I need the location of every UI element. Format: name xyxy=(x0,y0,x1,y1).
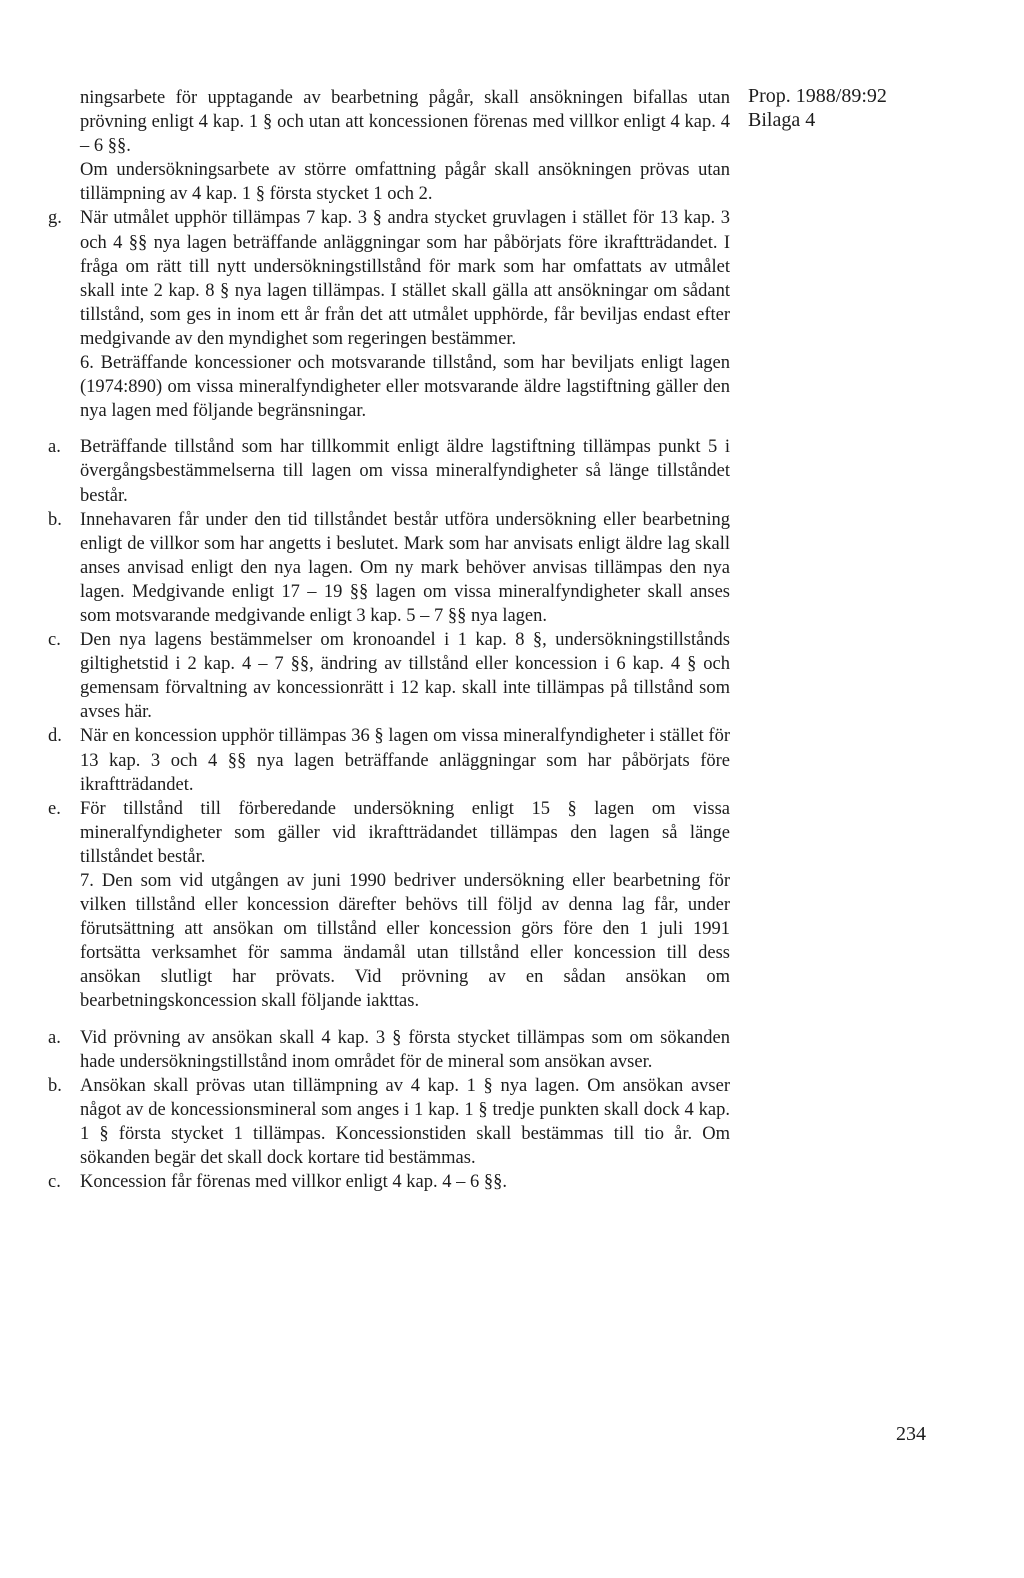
list-item-text: Koncession får förenas med villkor enligt 4 kap. 4 – 6 §§. xyxy=(80,1172,507,1193)
list-item-text: För tillstånd till förberedande undersökning enligt 15 § lagen om vissa mineralfyndigheter som gäller vid ikraftträdandet tillämpas den lagen så länge tillståndet består. xyxy=(80,798,730,867)
section-6-intro: 6. Beträffande koncessioner och motsvarande tillstånd, som har beviljats enligt lagen (1974:890) om vissa mineralfyndigheter eller motsvarande äldre lagstiftning gäller den nya lagen med följande begränsningar. xyxy=(80,353,730,422)
list-item-text: Beträffande tillstånd som har tillkommit enligt äldre lagstiftning tillämpas punkt 5 i övergångsbestämmelserna till lagen om vissa mineralfyndigheter så länge tillståndet består. xyxy=(80,437,730,506)
list-item-6b xyxy=(48,508,730,628)
list-item-text: Ansökan skall prövas utan tillämpning av 4 kap. 1 § nya lagen. Om ansökan avser något av de koncessionsmineral som anges i 1 kap. 1 § tredje punkten skall dock 4 kap. 1 § första stycket 1 tillämpas. Koncessionstiden skall bestämmas till tio år. Om sökanden begär det skall dock kortare tid bestämmas. xyxy=(80,1075,730,1169)
list-item-7b xyxy=(48,1074,730,1170)
list-item-text: Innehavaren får under den tid tillståndet består utföra undersökning eller bearbetning enligt de villkor som har angetts i beslutet. Mark som har anvisats enligt äldre lag skall anses anvisad enligt den nya lagen. Om ny mark behöver anvisas tillämpas den nya lagen. Medgivande enligt 17 – 19 §§ lagen om vissa mineralfyndigheter skall anses som motsvarande medgivande enligt 3 kap. 5 – 7 §§ nya lagen. xyxy=(80,509,730,626)
list-marker: b. xyxy=(48,509,62,530)
list-item-text: Vid prövning av ansökan skall 4 kap. 3 § första stycket tillämpas som om sökanden hade undersökningstillstånd inom området för de mineral som ansökan avser. xyxy=(80,1027,730,1072)
section-7-intro: 7. Den som vid utgången av juni 1990 bedriver undersökning eller bearbetning för vilken tillstånd eller koncession därefter behövs till följd av denna lag får, under förutsättning att ansökan om tillstånd eller koncession görs före den 1 juli 1991 fortsätta verksamhet för samma ändamål utan tillstånd eller koncession till dess ansökan slutligt har prövats. Vid prövning av en sådan ansökan om bearbetningskoncession skall följande iakttas. xyxy=(80,871,730,1012)
page-number: 234 xyxy=(896,1423,926,1445)
list-item-7a xyxy=(48,1026,730,1074)
list-marker: a. xyxy=(48,1027,61,1048)
list-item-text: När en koncession upphör tillämpas 36 § lagen om vissa mineralfyndigheter i stället för 13 kap. 3 och 4 §§ nya lagen beträffande anläggningar som har påbörjats före ikraftträdandet. xyxy=(80,726,730,795)
list-item-text: När utmålet upphör tillämpas 7 kap. 3 § andra stycket gruvlagen i stället för 13 kap. 3 och 4 §§ nya lagen beträffande anläggningar som har påbörjats före ikraftträdandet. I fråga om rätt till nytt undersökningstillstånd för mark som har omfattats av utmålet skall inte 2 kap. 8 § nya lagen tillämpas. I stället skall gälla att ansökningar om sådant tillstånd, som ges in inom ett år från det att utmålet upphörde, får beviljas endast efter medgivande av den myndighet som regeringen bestämmer. xyxy=(80,208,730,349)
list-marker: d. xyxy=(48,726,62,747)
list-item-6a xyxy=(48,435,730,507)
paragraph-continuation: ningsarbete för upptagande av bearbetning pågår, skall ansökningen bifallas utan prövning enligt 4 kap. 1 § och utan att koncessionen förenas med villkor enligt 4 kap. 4 – 6 §§. xyxy=(80,88,730,157)
page-header xyxy=(748,84,978,132)
list-marker: e. xyxy=(48,798,61,819)
appendix-label: Bilaga 4 xyxy=(748,109,816,131)
list-item-6e xyxy=(48,797,730,869)
list-marker: a. xyxy=(48,437,61,458)
paragraph-large-exploration: Om undersökningsarbete av större omfattning pågår skall ansökningen prövas utan tillämpning av 4 kap. 1 § första stycket 1 och 2. xyxy=(80,160,730,205)
body-text xyxy=(48,86,730,1194)
list-item-text: Den nya lagens bestämmelser om kronoandel i 1 kap. 8 §, undersökningstillstånds giltighetstid i 2 kap. 4 – 7 §§, ändring av tillstånd eller koncession i 6 kap. 4 § och gemensam förvaltning av koncessionrätt i 12 kap. skall inte tillämpas på tillstånd som avses här. xyxy=(80,630,730,723)
list-item-g xyxy=(48,206,730,351)
proposition-reference: Prop. 1988/89:92 xyxy=(748,85,887,107)
list-item-6c xyxy=(48,628,730,724)
list-item-7c xyxy=(48,1170,730,1194)
list-item-6d xyxy=(48,724,730,796)
list-marker: c. xyxy=(48,630,61,651)
list-marker: g. xyxy=(48,208,62,229)
list-marker: c. xyxy=(48,1172,61,1193)
list-marker: b. xyxy=(48,1075,62,1096)
